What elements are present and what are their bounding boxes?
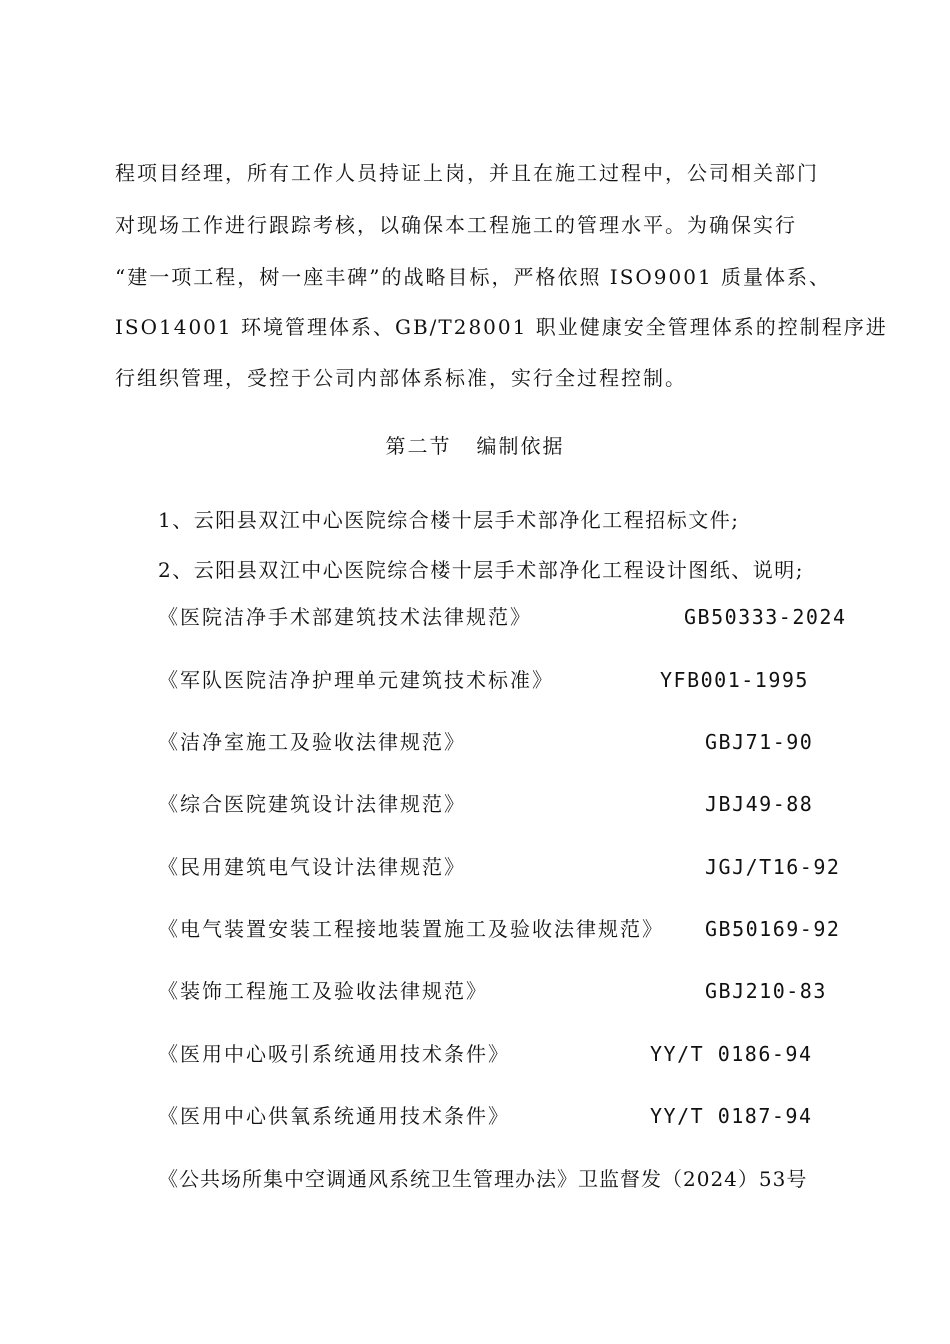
basis-item-1: 1、云阳县双江中心医院综合楼十层手术部净化工程招标文件; <box>158 508 740 532</box>
standard-code-9: YY/T 0187-94 <box>650 1104 813 1128</box>
standard-code-3: GBJ71-90 <box>705 730 814 754</box>
section-heading: 第二节 编制依据 <box>385 434 565 458</box>
standard-code-2: YFB001-1995 <box>660 668 809 692</box>
paragraph-line-1: 程项目经理，所有工作人员持证上岗，并且在施工过程中，公司相关部门 <box>115 161 819 185</box>
standard-title-6: 《电气装置安装工程接地装置施工及验收法律规范》 <box>158 917 664 941</box>
standard-code-5: JGJ/T16-92 <box>705 855 841 879</box>
standard-title-2: 《军队医院洁净护理单元建筑技术标准》 <box>158 668 554 692</box>
paragraph-line-3: “建一项工程，树一座丰碑”的战略目标，严格依照 ISO9001 质量体系、 <box>115 265 832 289</box>
standard-title-5: 《民用建筑电气设计法律规范》 <box>158 855 466 879</box>
standard-code-8: YY/T 0186-94 <box>650 1042 813 1066</box>
paragraph-line-4: ISO14001 环境管理体系、GB/T28001 职业健康安全管理体系的控制程序进 <box>115 315 888 339</box>
standard-title-7: 《装饰工程施工及验收法律规范》 <box>158 979 488 1003</box>
standard-title-4: 《综合医院建筑设计法律规范》 <box>158 792 466 816</box>
standard-code-6: GB50169-92 <box>705 917 841 941</box>
paragraph-line-5: 行组织管理，受控于公司内部体系标准，实行全过程控制。 <box>115 366 687 390</box>
standard-code-7: GBJ210-83 <box>705 979 827 1003</box>
standard-title-8: 《医用中心吸引系统通用技术条件》 <box>158 1042 510 1066</box>
standard-title-1: 《医院洁净手术部建筑技术法律规范》 <box>158 605 532 629</box>
standard-code-4: JBJ49-88 <box>705 792 814 816</box>
standard-title-9: 《医用中心供氧系统通用技术条件》 <box>158 1104 510 1128</box>
standard-code-1: GB50333-2024 <box>684 605 847 629</box>
paragraph-line-2: 对现场工作进行跟踪考核，以确保本工程施工的管理水平。为确保实行 <box>115 213 797 237</box>
basis-item-2: 2、云阳县双江中心医院综合楼十层手术部净化工程设计图纸、说明; <box>158 558 804 582</box>
standard-title-3: 《洁净室施工及验收法律规范》 <box>158 730 466 754</box>
standard-title-10: 《公共场所集中空调通风系统卫生管理办法》卫监督发（2024）53号 <box>158 1167 808 1191</box>
